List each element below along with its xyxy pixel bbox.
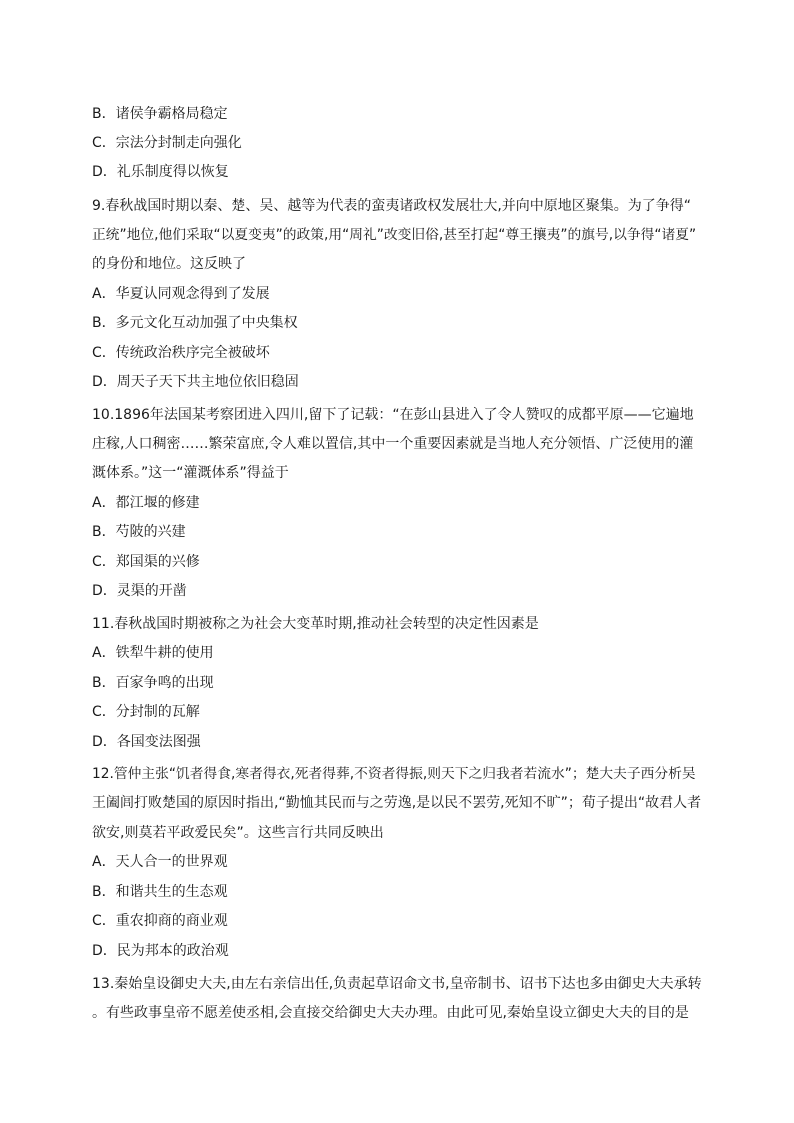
question-9-option-c: C．传统政治秩序完全被破坏 [92, 345, 270, 361]
question-12-option-b: B．和谐共生的生态观 [92, 884, 228, 900]
question-11-option-a: A．铁犁牛耕的使用 [92, 645, 214, 661]
question-9-stem-line-1: 9.春秋战国时期以秦、楚、吴、越等为代表的蛮夷诸政权发展壮大,并向中原地区聚集。为了争得“ [92, 198, 692, 214]
question-13-stem-line-1: 13.秦始皇设御史大夫,由左右亲信出任,负责起草诏命文书,皇帝制书、诏书下达也多由御史大夫承转 [92, 976, 702, 992]
option-c: C．宗法分封制走向强化 [92, 135, 242, 151]
question-11-stem-line-1: 11.春秋战国时期被称之为社会大变革时期,推动社会转型的决定性因素是 [92, 616, 539, 632]
question-12-option-d: D．民为邦本的政治观 [92, 943, 229, 959]
question-9-option-d: D．周天子天下共主地位依旧稳固 [92, 374, 299, 390]
question-12-stem-line-3: 欲安,则莫若平政爱民矣”。这些言行共同反映出 [92, 825, 384, 841]
question-12-option-c: C．重农抑商的商业观 [92, 913, 228, 929]
question-10-stem-line-2: 庄稼,人口稠密……繁荣富庶,令人难以置信,其中一个重要因素就是当地人充分领悟、广泛使用的灌 [92, 436, 694, 452]
option-d: D．礼乐制度得以恢复 [92, 164, 229, 180]
question-12-stem-line-1: 12.管仲主张“饥者得食,寒者得衣,死者得葬,不资者得振,则天下之归我者若流水”；楚大夫子西分析吴 [92, 766, 696, 782]
question-9-option-b: B．多元文化互动加强了中央集权 [92, 315, 298, 331]
question-9-option-a: A．华夏认同观念得到了发展 [92, 286, 270, 302]
question-10-stem-line-3: 溉体系。”这一“灌溉体系”得益于 [92, 465, 289, 481]
question-10-stem-line-1: 10.1896年法国某考察团进入四川,留下了记载：“在彭山县进入了令人赞叹的成都平原——它遍地 [92, 407, 694, 423]
option-b: B．诸侯争霸格局稳定 [92, 106, 228, 122]
question-13-stem-line-2: 。有些政事皇帝不愿差使丞相,会直接交给御史大夫办理。由此可见,秦始皇设立御史大夫的目的是 [92, 1005, 689, 1021]
question-10-option-a: A．都江堰的修建 [92, 495, 200, 511]
question-9-stem-line-3: 的身份和地位。这反映了 [92, 256, 246, 272]
question-10-option-b: B．芍陂的兴建 [92, 524, 186, 540]
question-11-option-b: B．百家争鸣的出现 [92, 675, 214, 691]
question-10-option-d: D．灵渠的开凿 [92, 583, 187, 599]
question-12-stem-line-2: 王阖闾打败楚国的原因时指出,“勤恤其民而与之劳逸,是以民不罢劳,死知不旷”；荀子提出“故君人者 [92, 795, 702, 811]
question-10-option-c: C．郑国渠的兴修 [92, 554, 200, 570]
question-11-option-c: C．分封制的瓦解 [92, 704, 200, 720]
question-11-option-d: D．各国变法图强 [92, 734, 201, 750]
question-12-option-a: A．天人合一的世界观 [92, 854, 228, 870]
question-9-stem-line-2: 正统”地位,他们采取“以夏变夷”的政策,用“周礼”改变旧俗,甚至打起“尊王攘夷”的旗号,以争得“诸夏” [92, 227, 697, 243]
